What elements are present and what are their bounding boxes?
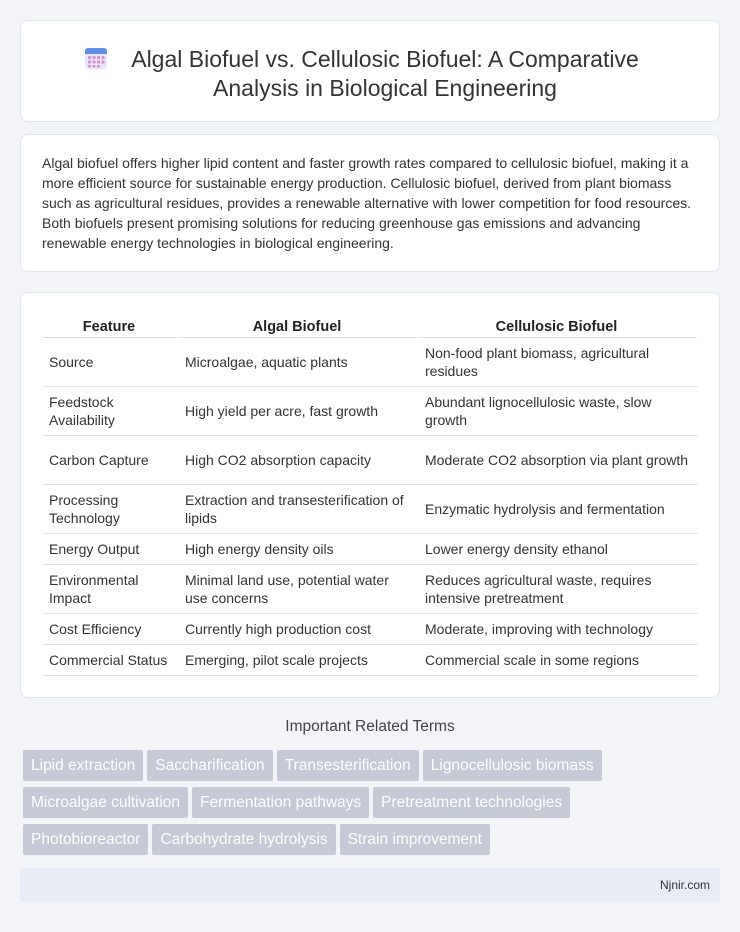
comparison-table-card (20, 292, 720, 698)
term-chip[interactable]: Lignocellulosic biomass (423, 750, 602, 781)
table-cell: Emerging, pilot scale projects (179, 645, 419, 676)
table-cell: Lower energy density ethanol (419, 534, 698, 565)
table-cell: Moderate CO2 absorption via plant growth (419, 436, 698, 485)
term-chip[interactable]: Strain improvement (340, 824, 490, 855)
terms-row (23, 787, 723, 824)
table-row (43, 436, 698, 485)
table-cell: High CO2 absorption capacity (179, 436, 419, 485)
term-chip[interactable]: Lipid extraction (23, 750, 143, 781)
term-chip[interactable]: Transesterification (277, 750, 419, 781)
title-card (20, 20, 720, 122)
term-chip[interactable]: Saccharification (147, 750, 272, 781)
table-cell: Moderate, improving with technology (419, 614, 698, 645)
table-cell: Carbon Capture (43, 436, 179, 485)
intro-card (20, 134, 720, 272)
table-cell: High energy density oils (179, 534, 419, 565)
table-cell: Currently high production cost (179, 614, 419, 645)
table-cell: Extraction and transesterification of lipids (179, 485, 419, 534)
table-cell: Processing Technology (43, 485, 179, 534)
table-row (43, 645, 698, 676)
table-header-row (43, 315, 698, 338)
related-terms-heading: Important Related Terms (285, 718, 455, 735)
terms-row (23, 824, 723, 861)
table-cell: Commercial Status (43, 645, 179, 676)
footer-site-link[interactable]: Njnir.com (659, 878, 710, 892)
related-terms-list (23, 750, 723, 861)
column-header-cellulosic: Cellulosic Biofuel (419, 315, 698, 338)
table-cell: High yield per acre, fast growth (179, 387, 419, 436)
table-cell: Cost Efficiency (43, 614, 179, 645)
table-cell: Energy Output (43, 534, 179, 565)
page-title: Algal Biofuel vs. Cellulosic Biofuel: A Comparative Analysis in Biological Engineering (131, 46, 639, 101)
table-row (43, 614, 698, 645)
term-chip[interactable]: Photobioreactor (23, 824, 148, 855)
table-row (43, 485, 698, 534)
terms-row (23, 750, 723, 787)
table-row (43, 338, 698, 387)
table-cell: Microalgae, aquatic plants (179, 338, 419, 387)
table-cell: Abundant lignocellulosic waste, slow growth (419, 387, 698, 436)
table-row (43, 565, 698, 614)
table-cell: Minimal land use, potential water use concerns (179, 565, 419, 614)
table-cell: Environmental Impact (43, 565, 179, 614)
term-chip[interactable]: Microalgae cultivation (23, 787, 188, 818)
table-row (43, 534, 698, 565)
term-chip[interactable]: Pretreatment technologies (373, 787, 570, 818)
term-chip[interactable]: Fermentation pathways (192, 787, 369, 818)
table-cell: Commercial scale in some regions (419, 645, 698, 676)
intro-paragraph: Algal biofuel offers higher lipid content and faster growth rates compared to cellulosic biofuel, making it a more efficient source for sustainable energy production. Cellulosic biofuel, derived from plant biomass such as agricultural residues, provides a renewable alternative with lower competition for food resources. Both biofuels present promising solutions for reducing greenhouse gas emissions and advancing renewable energy technologies in biological engineering. (42, 155, 691, 251)
comparison-table (43, 315, 698, 676)
footer (20, 868, 720, 902)
table-cell: Non-food plant biomass, agricultural residues (419, 338, 698, 387)
table-cell: Feedstock Availability (43, 387, 179, 436)
column-header-algal: Algal Biofuel (179, 315, 419, 338)
term-chip[interactable]: Carbohydrate hydrolysis (152, 824, 335, 855)
column-header-feature: Feature (43, 315, 179, 338)
table-cell: Reduces agricultural waste, requires intensive pretreatment (419, 565, 698, 614)
table-row (43, 387, 698, 436)
table-cell: Source (43, 338, 179, 387)
table-cell: Enzymatic hydrolysis and fermentation (419, 485, 698, 534)
